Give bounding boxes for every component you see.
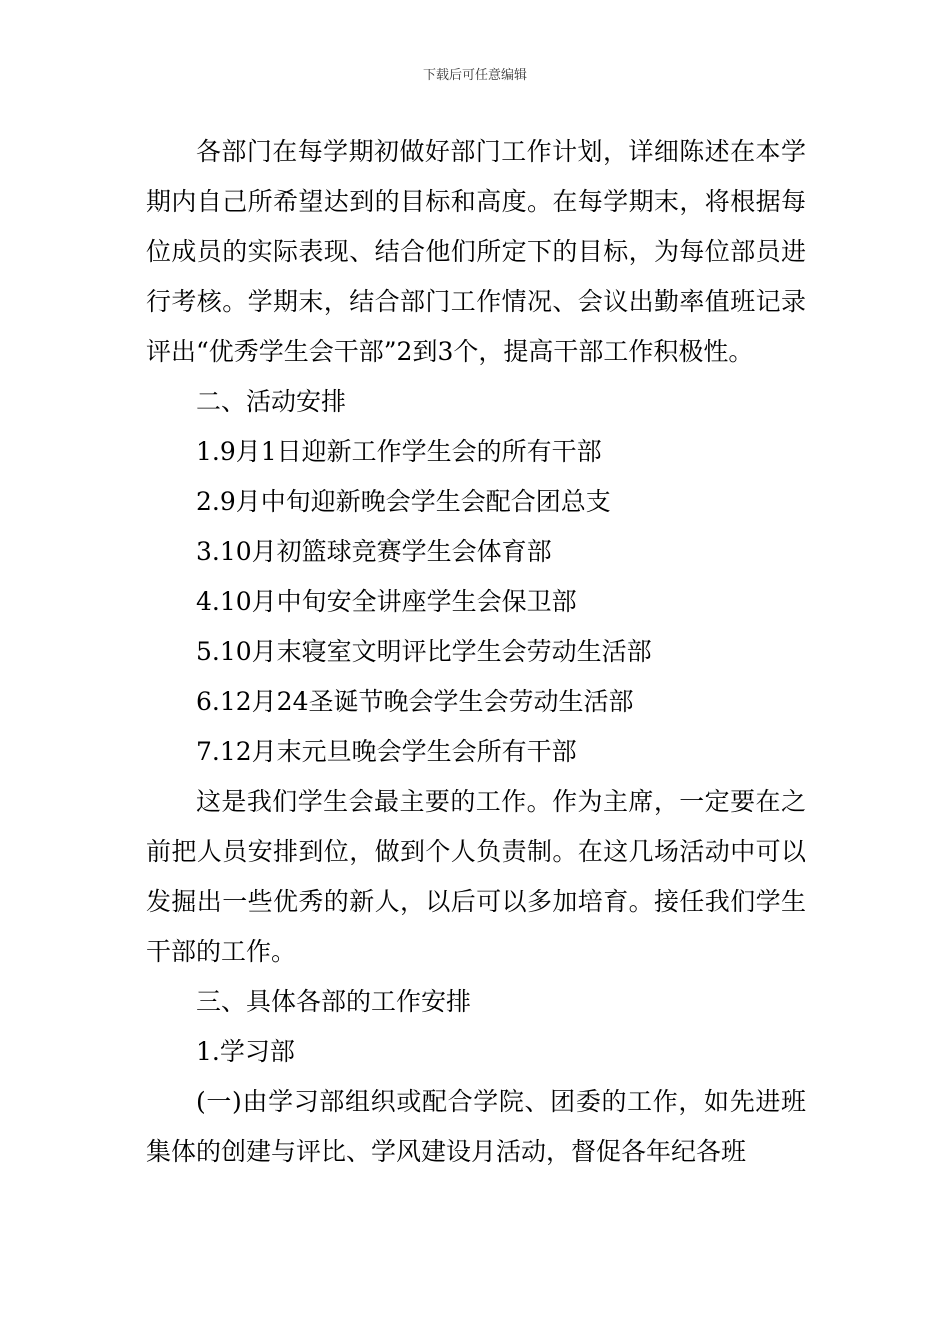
activity-item-7: 7.12月末元旦晚会学生会所有干部 [196,737,577,766]
activity-item-4: 4.10月中旬安全讲座学生会保卫部 [196,587,577,616]
paragraph-main-work: 这是我们学生会最主要的工作。作为主席，一定要在之前把人员安排到位，做到个人负责制。在这几场活动中可以发掘出一些优秀的新人，以后可以多加培育。接任我们学生干部的工作。 [146,787,806,966]
page-header: 下载后可任意编辑 [422,68,527,83]
activity-item-6: 6.12月24圣诞节晚会学生会劳动生活部 [196,687,634,716]
section-heading-departments: 三、具体各部的工作安排 [196,987,472,1016]
activity-item-3: 3.10月初篮球竞赛学生会体育部 [196,537,552,566]
activity-item-2: 2.9月中旬迎新晚会学生会配合团总支 [196,487,611,516]
subsection-heading-study: 1.学习部 [196,1037,295,1066]
document-body [146,127,806,1177]
paragraph-study-dept: (一)由学习部组织或配合学院、团委的工作，如先进班集体的创建与评比、学风建设月活动，督促各年纪各班 [146,1087,806,1166]
paragraph-evaluation: 各部门在每学期初做好部门工作计划，详细陈述在本学期内自己所希望达到的目标和高度。在每学期末，将根据每位成员的实际表现、结合他们所定下的目标，为每位部员进行考核。学期末，结合部门工作情况、会议出勤率值班记录评出“优秀学生会干部”2到3个，提高干部工作积极性。 [146,137,806,366]
section-heading-activities: 二、活动安排 [196,387,347,416]
activity-item-1: 1.9月1日迎新工作学生会的所有干部 [196,437,602,466]
activity-item-5: 5.10月末寝室文明评比学生会劳动生活部 [196,637,652,666]
